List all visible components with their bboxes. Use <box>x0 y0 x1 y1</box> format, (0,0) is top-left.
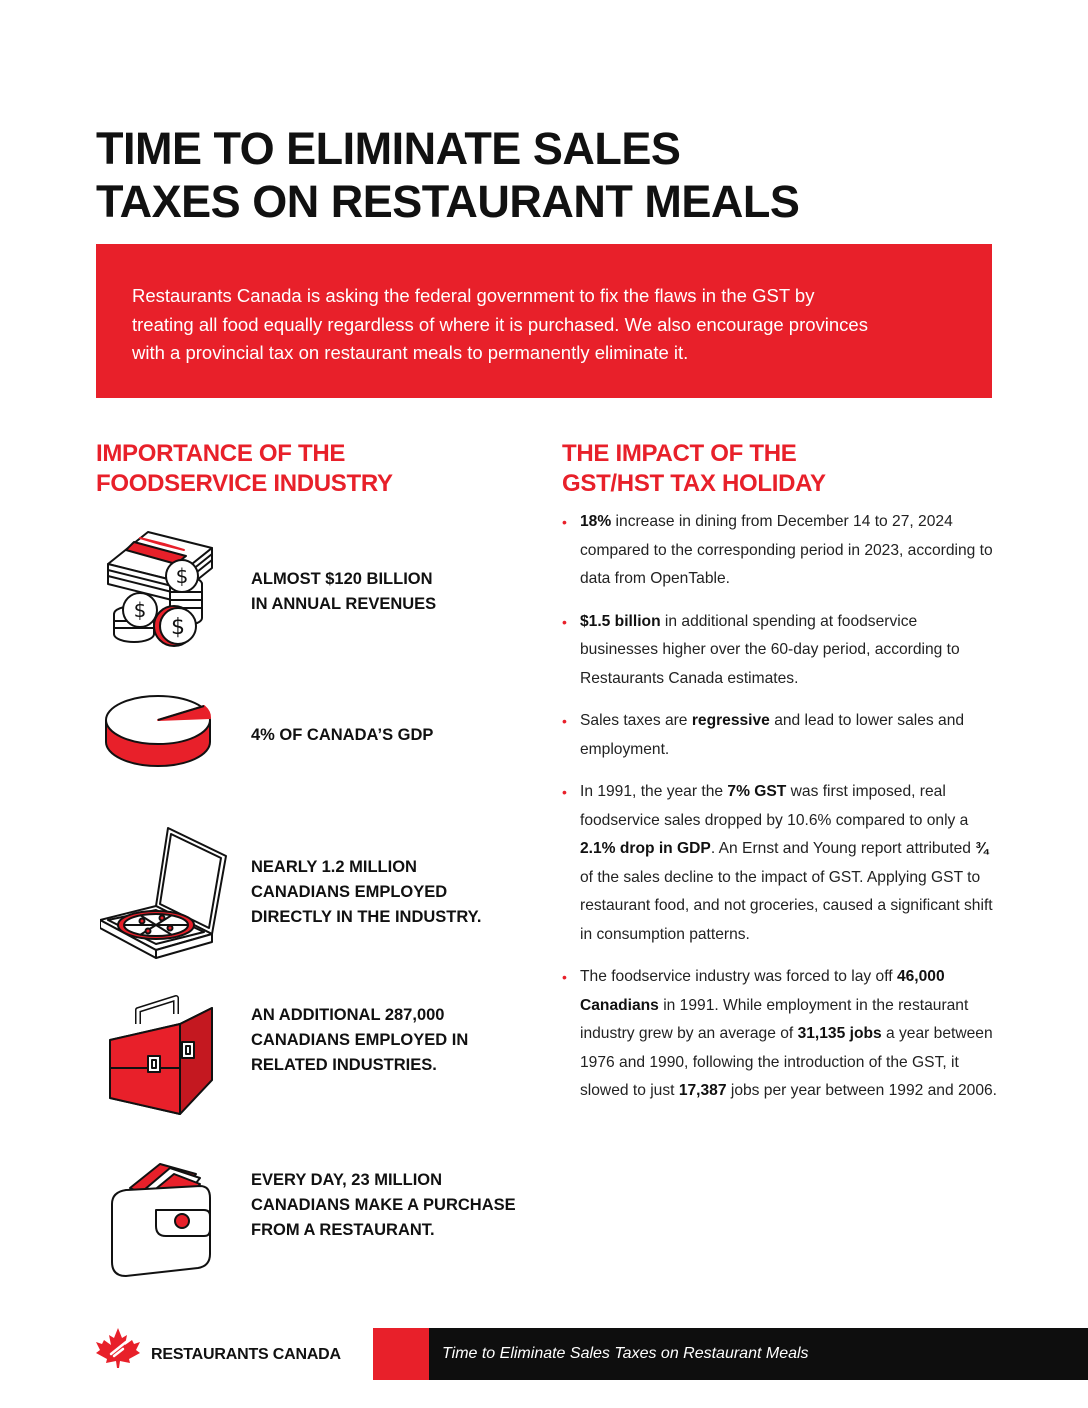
impact-bullet-5 <box>562 963 997 1106</box>
svg-text:$: $ <box>175 564 189 588</box>
impact-heading <box>562 439 982 499</box>
impact-bullet-4 <box>562 778 997 949</box>
money-icon <box>100 528 220 652</box>
impact-bullet-3 <box>562 707 997 764</box>
stat-revenue-line-1: ALMOST $120 BILLION <box>251 570 433 588</box>
bullet-text: . An Ernst and Young report attributed <box>710 840 976 857</box>
briefcase-icon <box>100 994 216 1116</box>
stat-related-line-2: CANADIANS EMPLOYED IN <box>251 1031 469 1049</box>
impact-bullet-2 <box>562 608 997 694</box>
stat-related-line-1: AN ADDITIONAL 287,000 <box>251 1006 445 1024</box>
bullet-dot-icon: • <box>562 969 567 985</box>
stat-related <box>251 1003 551 1078</box>
impact-bullet-1 <box>562 508 997 594</box>
title-line-2: TAXES ON RESTAURANT MEALS <box>96 176 800 227</box>
intro-line-2: treating all food equally regardless of where it is purchased. We also encourage provinces <box>132 313 868 335</box>
svg-text:$: $ <box>133 598 147 622</box>
bullet-emphasis: 18% <box>580 513 612 530</box>
stat-daily-line-1: EVERY DAY, 23 MILLION <box>251 1171 443 1189</box>
bullet-text: a year between 1976 and 1990, following the introduction of the GST, it slowed to just <box>580 1025 993 1099</box>
maple-leaf-logo-icon <box>96 1328 140 1368</box>
bullet-text: In 1991, the year the <box>580 783 728 800</box>
bullet-text: Sales taxes are <box>580 712 692 729</box>
bullet-dot-icon: • <box>562 613 567 630</box>
stat-related-line-3: RELATED INDUSTRIES. <box>251 1056 437 1074</box>
title-line-1: TIME TO ELIMINATE SALES <box>96 123 681 174</box>
intro-banner <box>96 244 992 398</box>
importance-heading-line-1: IMPORTANCE OF THE <box>96 440 346 467</box>
bullet-text: was first imposed, real foodservice sales dropped by 10.6% compared to only a <box>580 783 969 829</box>
bullet-text: The foodservice industry was forced to lay off <box>580 968 897 985</box>
importance-heading-line-2: FOODSERVICE INDUSTRY <box>96 470 393 497</box>
footer-doc-title: Time to Eliminate Sales Taxes on Restaurant Meals <box>429 1328 1088 1380</box>
stat-employed <box>251 855 551 930</box>
stat-revenue-line-2: IN ANNUAL REVENUES <box>251 595 437 613</box>
bullet-emphasis: ¾ <box>975 840 989 857</box>
wallet-icon <box>100 1158 216 1280</box>
pizza-box-icon <box>100 824 228 960</box>
stat-revenue <box>251 567 551 617</box>
stat-daily-purchase <box>251 1168 551 1243</box>
bullet-text: increase in dining from December 14 to 27, 2024 compared to the corresponding period in 2023, according to data from OpenTable. <box>580 513 993 587</box>
bullet-dot-icon: • <box>562 514 567 530</box>
pie-chart-icon <box>100 686 216 778</box>
bullet-dot-icon: • <box>562 784 567 800</box>
bullet-text: of the sales decline to the impact of GST. Applying GST to restaurant food, and not groceries, caused a significant shift in consumption patterns. <box>580 868 993 943</box>
bullet-text: jobs per year between 1992 and 2006. <box>726 1082 998 1099</box>
bullet-text: and lead to lower sales and employment. <box>580 712 965 758</box>
bullet-emphasis: 7% GST <box>727 783 787 800</box>
bullet-emphasis: 31,135 jobs <box>797 1025 882 1042</box>
stat-employed-line-3: DIRECTLY IN THE INDUSTRY. <box>251 908 482 926</box>
svg-text:$: $ <box>171 615 185 640</box>
stat-gdp-line-1: 4% OF CANADA’S GDP <box>251 726 434 744</box>
stat-employed-line-2: CANADIANS EMPLOYED <box>251 883 448 901</box>
footer-accent-block <box>373 1328 429 1380</box>
bullet-emphasis: $1.5 billion <box>580 612 661 630</box>
bullet-text: in additional spending at foodservice businesses higher over the 60-day period, according to Restaurants Canada estimates. <box>580 612 960 687</box>
bullet-emphasis: 17,387 <box>678 1082 727 1099</box>
impact-bullet-list <box>562 508 997 1120</box>
stat-daily-line-2: CANADIANS MAKE A PURCHASE <box>251 1196 516 1214</box>
impact-heading-line-1: THE IMPACT OF THE <box>562 440 797 467</box>
intro-line-1: Restaurants Canada is asking the federal government to fix the flaws in the GST by <box>132 285 815 306</box>
stat-daily-line-3: FROM A RESTAURANT. <box>251 1221 435 1239</box>
stat-employed-line-1: NEARLY 1.2 MILLION <box>251 858 417 876</box>
bullet-text: in 1991. While employment in the restaurant industry grew by an average of <box>580 996 969 1042</box>
importance-heading <box>96 439 516 499</box>
footer-brand-name: RESTAURANTS CANADA <box>151 1346 341 1363</box>
stat-gdp <box>251 723 551 748</box>
bullet-emphasis: 2.1% drop in GDP <box>580 840 711 857</box>
intro-line-3: with a provincial tax on restaurant meals to permanently eliminate it. <box>132 342 689 363</box>
page-title <box>96 122 996 228</box>
bullet-emphasis: regressive <box>691 712 770 729</box>
bullet-emphasis: 46,000 Canadians <box>580 968 945 1014</box>
bullet-dot-icon: • <box>562 713 567 729</box>
impact-heading-line-2: GST/HST TAX HOLIDAY <box>562 470 826 497</box>
